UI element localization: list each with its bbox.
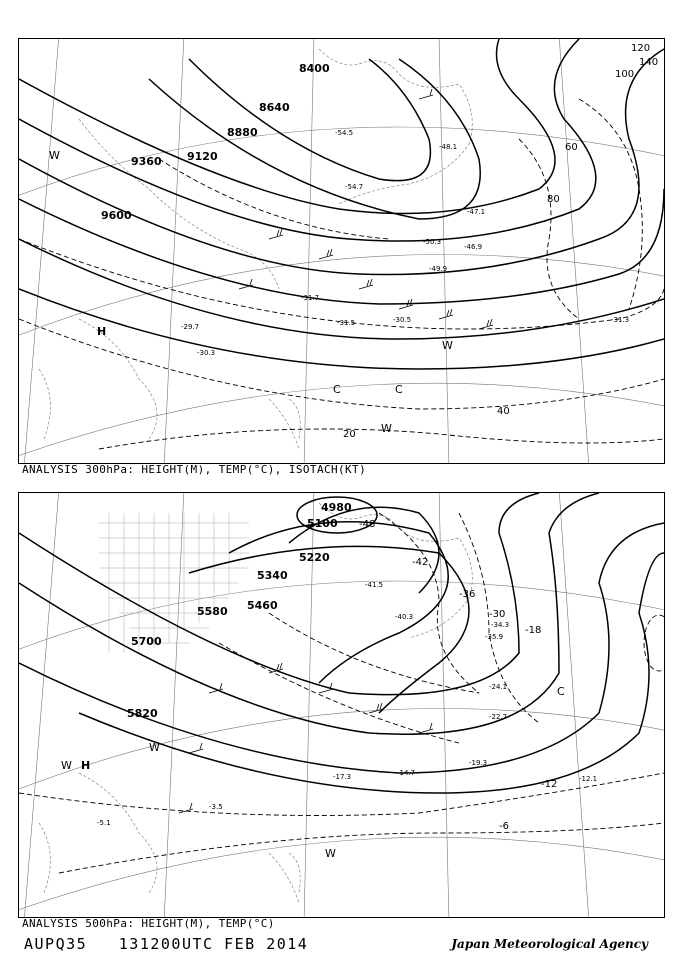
isotherm-label: -18	[525, 625, 542, 636]
height-label: 4980	[321, 501, 352, 514]
warm-symbol: W	[49, 149, 60, 162]
warm-symbol: W	[61, 759, 72, 772]
wind-barbs-300	[239, 89, 493, 329]
temp-label: -31.7	[301, 294, 320, 302]
temp-label: -5.1	[97, 819, 111, 827]
isotach-label: 100	[615, 69, 635, 80]
isotherm-label: -42	[412, 557, 429, 568]
map-300hpa	[19, 39, 664, 463]
warm-symbol: W	[325, 847, 336, 860]
temp-label: -47.1	[467, 208, 486, 216]
map-500hpa	[19, 493, 664, 917]
temp-label: -31.5	[337, 319, 356, 327]
caption-300hpa: ANALYSIS 300hPa: HEIGHT(M), TEMP(°C), ISOTACH(KT)	[22, 463, 367, 476]
height-label: 5460	[247, 599, 278, 612]
height-label: 9600	[101, 209, 132, 222]
temp-label: -35.9	[485, 633, 504, 641]
height-label: 5700	[131, 635, 162, 648]
temp-label: -46.9	[464, 243, 483, 251]
height-label: 5340	[257, 569, 288, 582]
temp-label: -3.5	[209, 803, 223, 811]
caption-500hpa: ANALYSIS 500hPa: HEIGHT(M), TEMP(°C)	[22, 917, 275, 930]
coastlines	[39, 49, 472, 449]
temp-label: -17.3	[333, 773, 352, 781]
temp-label: -54.7	[345, 183, 364, 191]
high-pressure-symbol: H	[81, 759, 91, 772]
height-label: 5100	[307, 517, 338, 530]
terrain-hatch	[99, 513, 249, 653]
warm-symbol: W	[381, 422, 392, 435]
isotach-label: 20	[343, 429, 356, 440]
height-label: 5220	[299, 551, 330, 564]
agency-name: Japan Meteorological Agency	[451, 937, 648, 951]
height-label: 9120	[187, 150, 218, 163]
chart-timestamp: 131200UTC FEB 2014	[118, 935, 309, 953]
temp-label: -31.3	[611, 316, 630, 324]
isotach-label: 120	[631, 43, 651, 54]
isotach-label: 140	[639, 57, 659, 68]
temp-label: -30.5	[393, 316, 412, 324]
isotherm-label: -12	[541, 779, 558, 790]
height-label: 8640	[259, 101, 290, 114]
cold-symbol: C	[333, 383, 341, 396]
temp-label: -49.9	[429, 265, 448, 273]
chart-300hpa	[18, 38, 665, 464]
temp-label: -40.3	[395, 613, 414, 621]
temp-label: -12.1	[579, 775, 598, 783]
chart-identifier	[24, 935, 308, 953]
cold-symbol: C	[395, 383, 403, 396]
height-label: 5580	[197, 605, 228, 618]
isotach-label: 80	[547, 194, 560, 205]
cold-symbol: C	[557, 685, 565, 698]
temp-label: -30.3	[197, 349, 216, 357]
isotach-label: 40	[497, 406, 510, 417]
height-label: 5820	[127, 707, 158, 720]
temp-label: -48.1	[439, 143, 458, 151]
height-label: 8880	[227, 126, 258, 139]
temp-label: -14.7	[397, 769, 416, 777]
coastlines	[39, 503, 472, 903]
isotach-label: 60	[565, 142, 578, 153]
chart-code: AUPQ35	[24, 935, 88, 953]
chart-500hpa	[18, 492, 665, 918]
high-pressure-symbol: H	[97, 325, 107, 338]
temp-label: -50.3	[423, 238, 442, 246]
temp-label: -41.5	[365, 581, 384, 589]
graticule	[19, 493, 664, 917]
wind-barbs-500	[179, 663, 433, 813]
isotherm-label: -36	[459, 589, 476, 600]
temp-label: -19.3	[469, 759, 488, 767]
temp-label: -24.1	[489, 683, 508, 691]
warm-symbol: W	[149, 741, 160, 754]
warm-symbol: W	[442, 339, 453, 352]
isotherm-contours-500	[19, 513, 664, 873]
height-label: 8400	[299, 62, 330, 75]
isotherm-label: -48	[359, 519, 376, 530]
temp-label: -34.3	[491, 621, 510, 629]
height-label: 9360	[131, 155, 162, 168]
isotherm-label: -30	[489, 609, 506, 620]
temp-label: -54.5	[335, 129, 354, 137]
temp-label: -29.7	[181, 323, 200, 331]
isotherm-label: -6	[499, 821, 509, 832]
temp-label: -22.7	[489, 713, 508, 721]
